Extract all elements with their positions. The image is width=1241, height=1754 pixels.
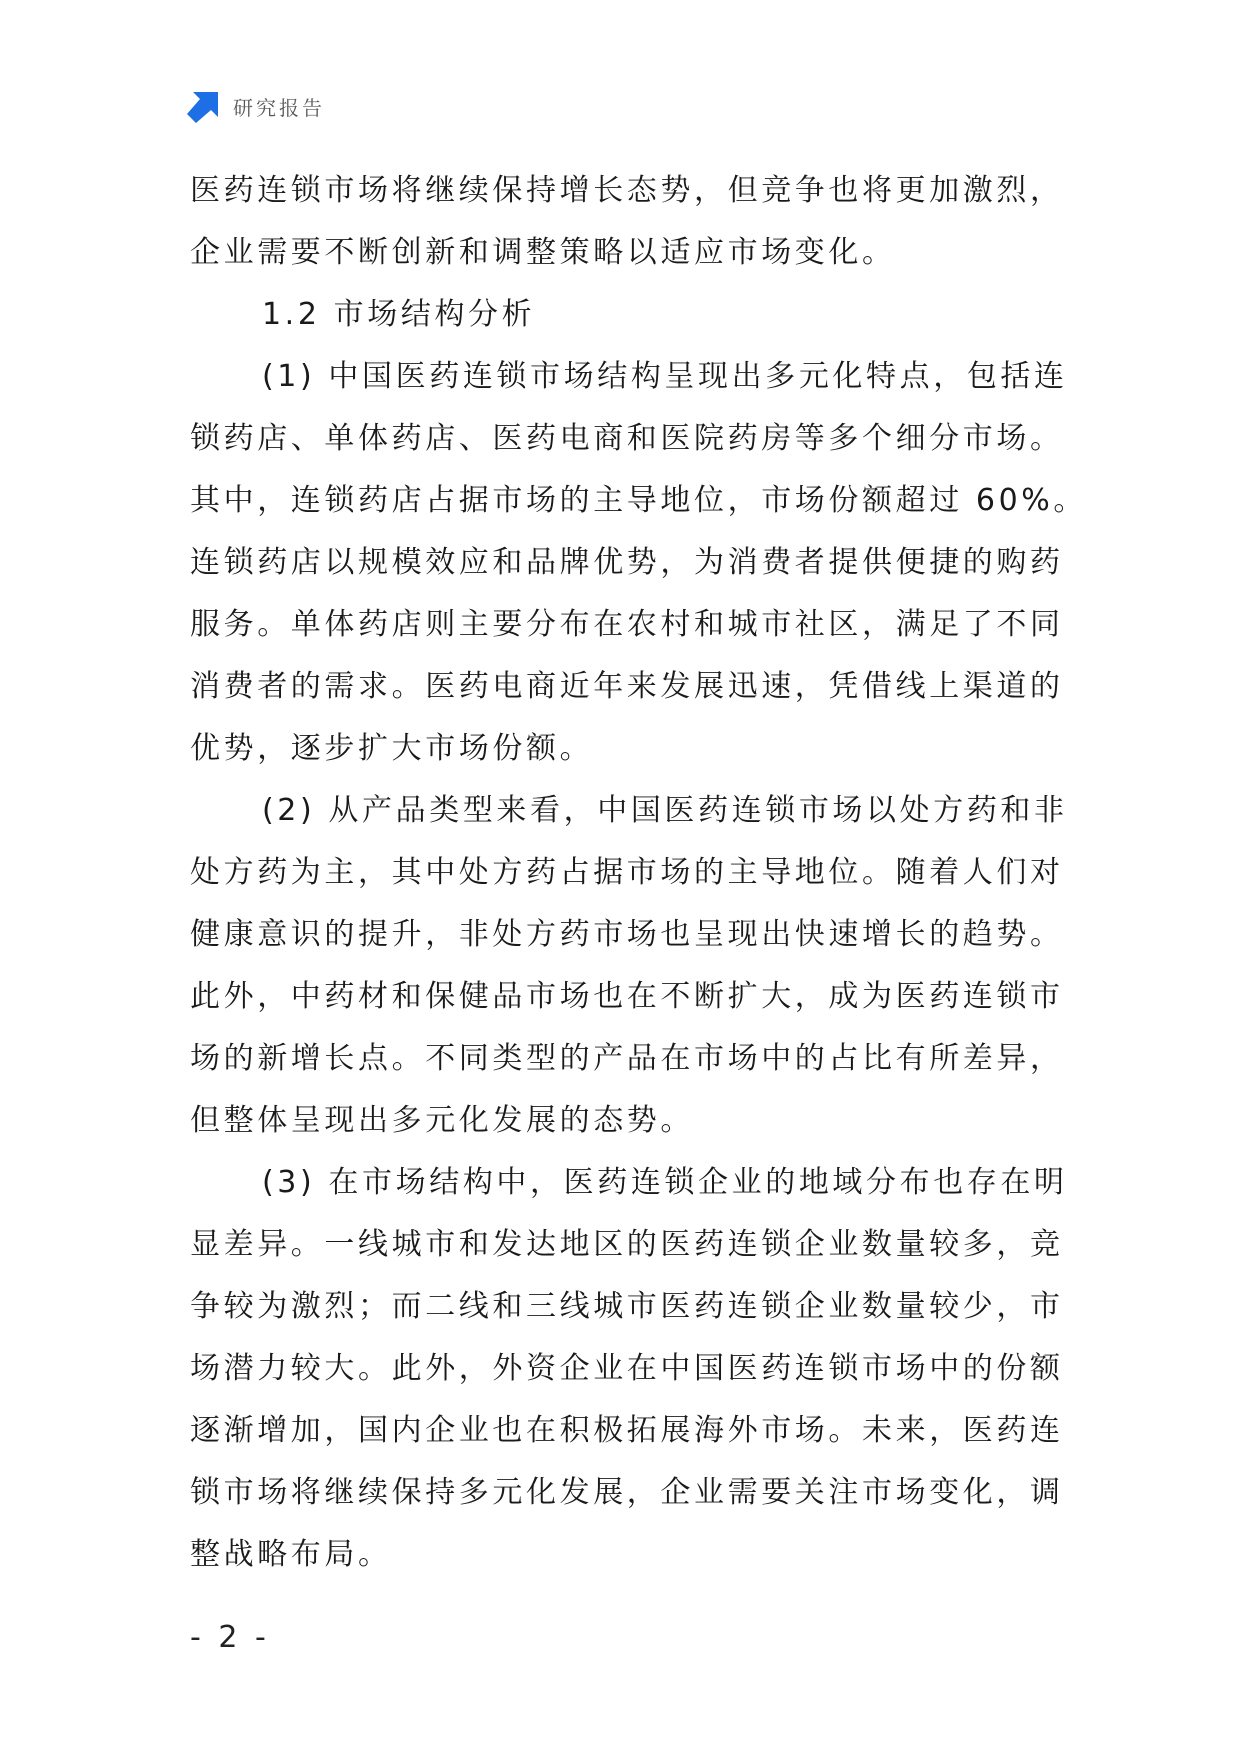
text-line: 场的新增长点。不同类型的产品在市场中的占比有所差异， <box>190 1041 1064 1076</box>
text-line: 消费者的需求。医药电商近年来发展迅速，凭借线上渠道的 <box>190 669 1064 704</box>
text-line: 但整体呈现出多元化发展的态势。 <box>190 1103 694 1138</box>
text-line: 健康意识的提升，非处方药市场也呈现出快速增长的趋势。 <box>190 917 1064 952</box>
page-header <box>187 88 325 124</box>
text-line: 此外，中药材和保健品市场也在不断扩大，成为医药连锁市 <box>190 979 1064 1014</box>
arrow-up-right-icon <box>187 89 221 123</box>
text-line: 场潜力较大。此外，外资企业在中国医药连锁市场中的份额 <box>190 1351 1064 1386</box>
text-line: 服务。单体药店则主要分布在农村和城市社区，满足了不同 <box>190 607 1064 642</box>
header-title: 研究报告 <box>233 95 325 120</box>
text-line: 锁药店、单体药店、医药电商和医院药房等多个细分市场。 <box>190 421 1064 456</box>
text-line: 优势，逐步扩大市场份额。 <box>190 731 594 766</box>
text-line: 显差异。一线城市和发达地区的医药连锁企业数量较多，竞 <box>190 1227 1064 1262</box>
text-line: 整战略布局。 <box>190 1537 392 1572</box>
text-line: 锁市场将继续保持多元化发展，企业需要关注市场变化，调 <box>190 1475 1064 1510</box>
text-line: (1) 中国医药连锁市场结构呈现出多元化特点，包括连 <box>262 359 1068 394</box>
text-line: 医药连锁市场将继续保持增长态势，但竞争也将更加激烈， <box>190 173 1064 208</box>
text-line: (2) 从产品类型来看，中国医药连锁市场以处方药和非 <box>262 793 1068 828</box>
text-line: 处方药为主，其中处方药占据市场的主导地位。随着人们对 <box>190 855 1064 890</box>
text-line: 其中，连锁药店占据市场的主导地位，市场份额超过 60%。 <box>190 483 1088 518</box>
section-heading: 1.2 市场结构分析 <box>262 297 536 332</box>
text-line: 争较为激烈；而二线和三线城市医药连锁企业数量较少，市 <box>190 1289 1064 1324</box>
text-line: 连锁药店以规模效应和品牌优势，为消费者提供便捷的购药 <box>190 545 1064 580</box>
text-line: 企业需要不断创新和调整策略以适应市场变化。 <box>190 235 896 270</box>
page-number: - 2 - <box>190 1620 270 1655</box>
text-line: 逐渐增加，国内企业也在积极拓展海外市场。未来，医药连 <box>190 1413 1064 1448</box>
text-line: (3) 在市场结构中，医药连锁企业的地域分布也存在明 <box>262 1165 1068 1200</box>
document-body <box>190 160 1088 1586</box>
